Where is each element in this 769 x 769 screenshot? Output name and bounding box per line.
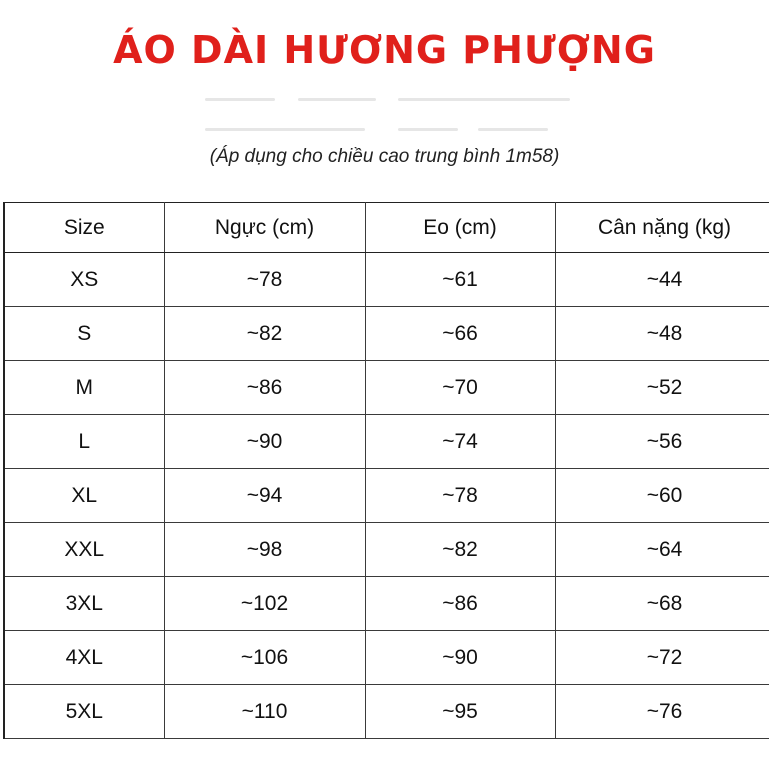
chest-cell: ~110	[164, 685, 365, 739]
page-subtitle: (Áp dụng cho chiều cao trung bình 1m58)	[209, 146, 560, 167]
table-header-row	[4, 203, 769, 253]
chest-cell: ~82	[164, 307, 365, 361]
faded-text-line	[478, 128, 548, 131]
column-header-waist: Eo (cm)	[365, 203, 555, 253]
table-row	[4, 415, 769, 469]
table-row	[4, 469, 769, 523]
table-row	[4, 631, 769, 685]
weight-cell: ~60	[555, 469, 769, 523]
size-cell: XL	[4, 469, 164, 523]
chest-cell: ~90	[164, 415, 365, 469]
column-header-weight: Cân nặng (kg)	[555, 203, 769, 253]
size-chart-table	[3, 202, 769, 739]
waist-cell: ~90	[365, 631, 555, 685]
faded-text-line	[205, 128, 365, 131]
chest-cell: ~106	[164, 631, 365, 685]
chest-cell: ~94	[164, 469, 365, 523]
table-row	[4, 253, 769, 307]
table-row	[4, 307, 769, 361]
waist-cell: ~86	[365, 577, 555, 631]
size-cell: 5XL	[4, 685, 164, 739]
size-cell: XS	[4, 253, 164, 307]
table-row	[4, 523, 769, 577]
size-cell: L	[4, 415, 164, 469]
size-cell: 4XL	[4, 631, 164, 685]
column-header-size: Size	[4, 203, 164, 253]
weight-cell: ~44	[555, 253, 769, 307]
size-cell: XXL	[4, 523, 164, 577]
waist-cell: ~74	[365, 415, 555, 469]
weight-cell: ~64	[555, 523, 769, 577]
table-row	[4, 685, 769, 739]
faded-text-line	[205, 98, 275, 101]
weight-cell: ~68	[555, 577, 769, 631]
waist-cell: ~66	[365, 307, 555, 361]
faded-text-line	[298, 98, 376, 101]
table-row	[4, 577, 769, 631]
size-cell: M	[4, 361, 164, 415]
column-header-chest: Ngực (cm)	[164, 203, 365, 253]
weight-cell: ~72	[555, 631, 769, 685]
chest-cell: ~86	[164, 361, 365, 415]
chest-cell: ~98	[164, 523, 365, 577]
chest-cell: ~78	[164, 253, 365, 307]
waist-cell: ~78	[365, 469, 555, 523]
weight-cell: ~76	[555, 685, 769, 739]
waist-cell: ~70	[365, 361, 555, 415]
weight-cell: ~52	[555, 361, 769, 415]
weight-cell: ~56	[555, 415, 769, 469]
waist-cell: ~82	[365, 523, 555, 577]
faded-text-line	[398, 98, 570, 101]
waist-cell: ~95	[365, 685, 555, 739]
table-row	[4, 361, 769, 415]
size-cell: S	[4, 307, 164, 361]
faded-text-line	[398, 128, 458, 131]
waist-cell: ~61	[365, 253, 555, 307]
size-cell: 3XL	[4, 577, 164, 631]
weight-cell: ~48	[555, 307, 769, 361]
chest-cell: ~102	[164, 577, 365, 631]
page-title: ÁO DÀI HƯƠNG PHƯỢNG	[113, 28, 656, 72]
